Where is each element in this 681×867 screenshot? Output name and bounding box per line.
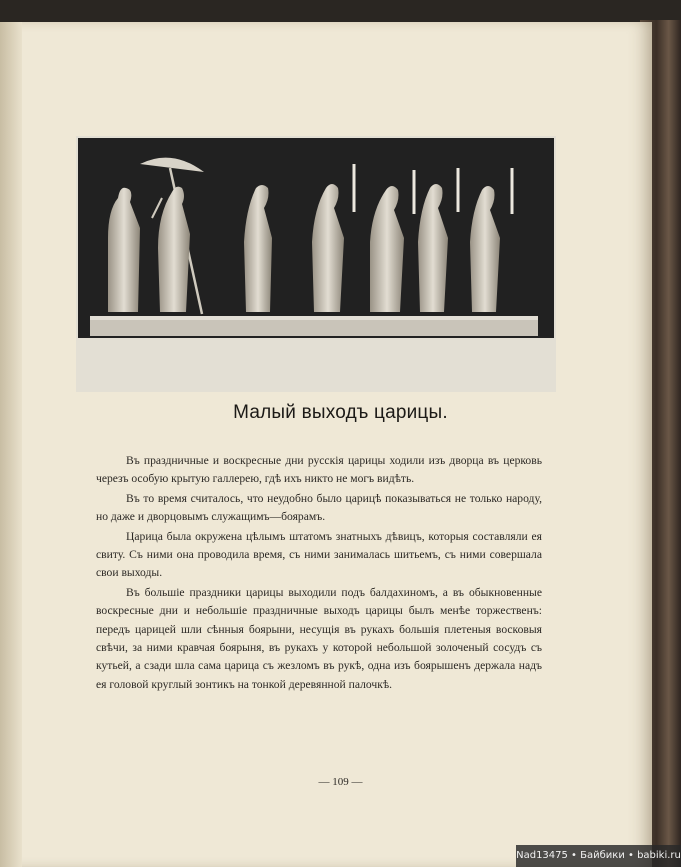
site-watermark: Nad13475 • Байбики • babiki.ru [516,845,681,867]
page-gutter [0,22,22,867]
paragraph: Въ большіе праздники царицы выходили подъ балдахиномъ, а въ обыкновенные воскресные дни и небольшіе праздничные выходъ царицы былъ менѣе торжественъ: передъ царицей шли сѣнныя боярыни, несущія въ рукахъ большія плетеныя восковыя свѣчи, за ними кравчая боярыня, въ рукахъ у которой небольшой золоченый сосудъ съ кутьей, а сзади шла сама царица съ жезломъ въ рукѣ, одна изъ боярышенъ держала надъ ея головой круглый зонтикъ на тонкой деревянной палочкѣ. [96,585,542,691]
figurines-illustration [78,138,554,338]
figurines-photograph [78,138,554,338]
body-text [96,452,542,695]
figure-caption: Малый выходъ царицы. [233,402,448,423]
page-number: — 109 — [318,776,363,788]
paragraph: Царица была окружена цѣлымъ штатомъ знатныхъ дѣвицъ, которыя составляли ея свиту. Съ ними она проводила время, съ ними занималась шитьемъ, съ ними совершала свои выходы. [96,529,542,580]
paragraph: Въ праздничные и воскресные дни русскія царицы ходили изъ дворца въ церковь черезъ особую крытую галлерею, гдѣ ихъ никто не могъ видѣть. [96,454,542,486]
paragraph: Въ то время считалось, что неудобно было царицѣ показываться не только народу, но даже и дворцовымъ служащимъ—боярамъ. [96,491,542,524]
